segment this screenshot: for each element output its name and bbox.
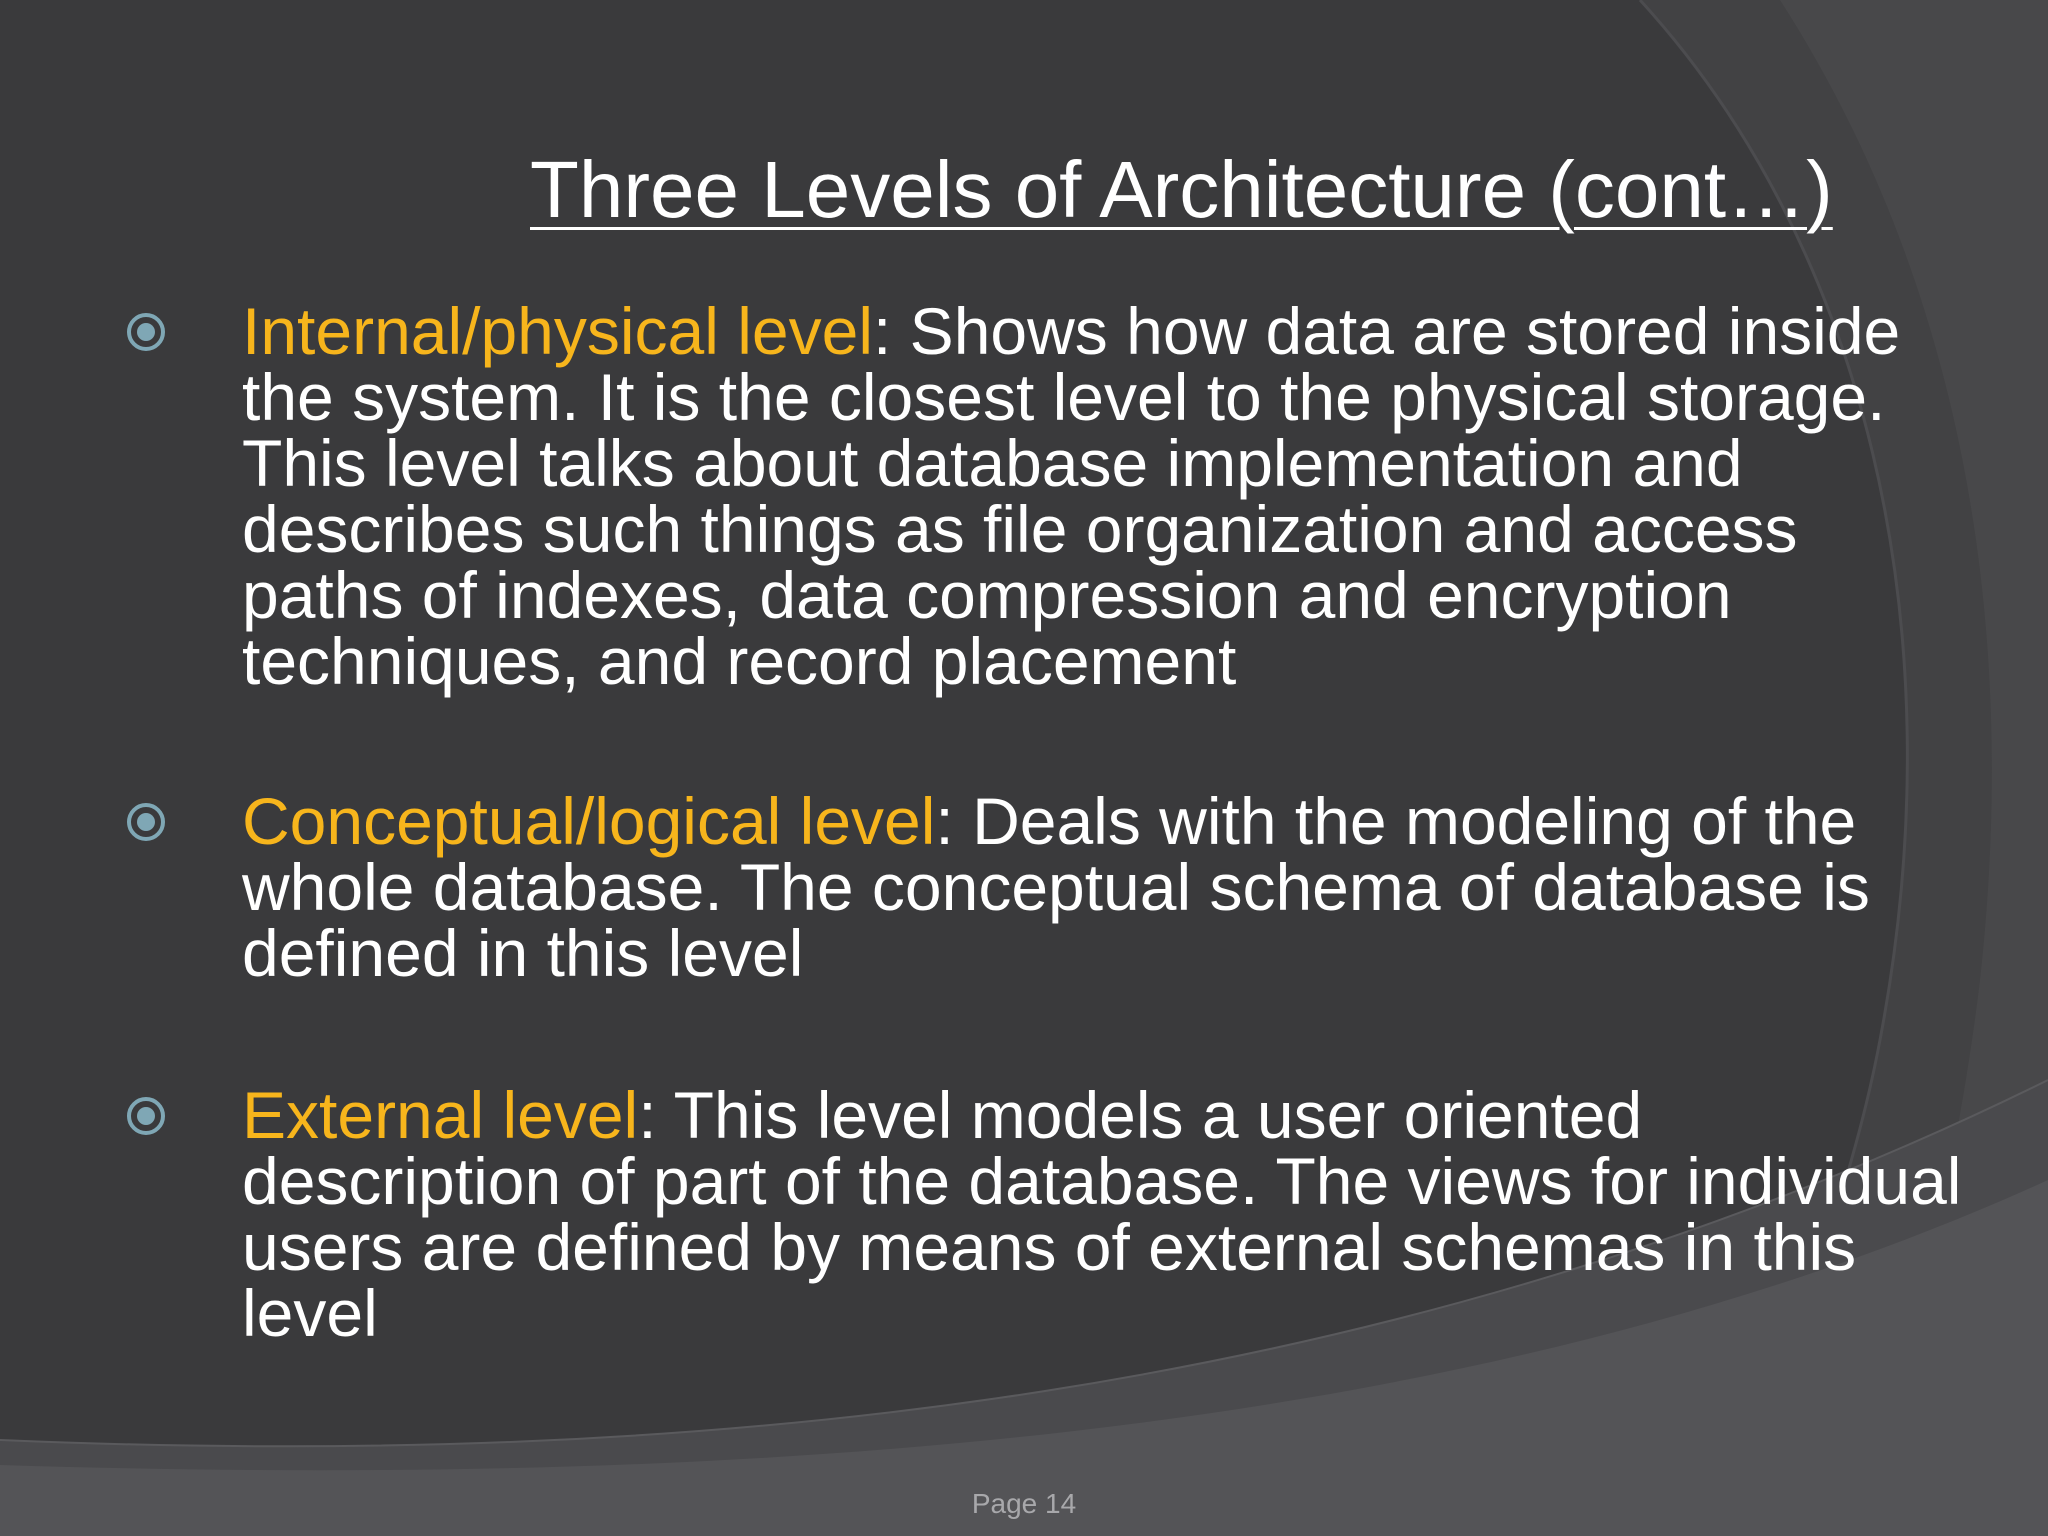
slide-title: Three Levels of Architecture (cont…)	[530, 145, 1833, 234]
bullet-description: : Deals with the modeling of the whole database. The conceptual schema of database is defined in this level	[242, 784, 1870, 990]
page-number: Page 14	[971, 1488, 1077, 1519]
bullet-text	[242, 1078, 1962, 1350]
circled-dot-icon	[126, 312, 166, 352]
circled-dot-icon	[126, 802, 166, 842]
bullet-description: : Shows how data are stored inside the system. It is the closest level to the physical storage. This level talks about database implementation and describes such things as file organization and access paths of indexes, data compression and encryption techniques, and record placement	[242, 294, 1901, 698]
bullet-term: Conceptual/logical level	[242, 784, 936, 858]
bullet-text	[242, 784, 1962, 990]
bullet-term: External level	[242, 1078, 639, 1152]
bullet-text	[242, 294, 1962, 698]
bullet-term: Internal/physical level	[242, 294, 873, 368]
circled-dot-icon	[126, 1096, 166, 1136]
bullet-description: : This level models a user oriented description of part of the database. The views for individual users are defined by means of external schemas in this level	[242, 1078, 1962, 1350]
